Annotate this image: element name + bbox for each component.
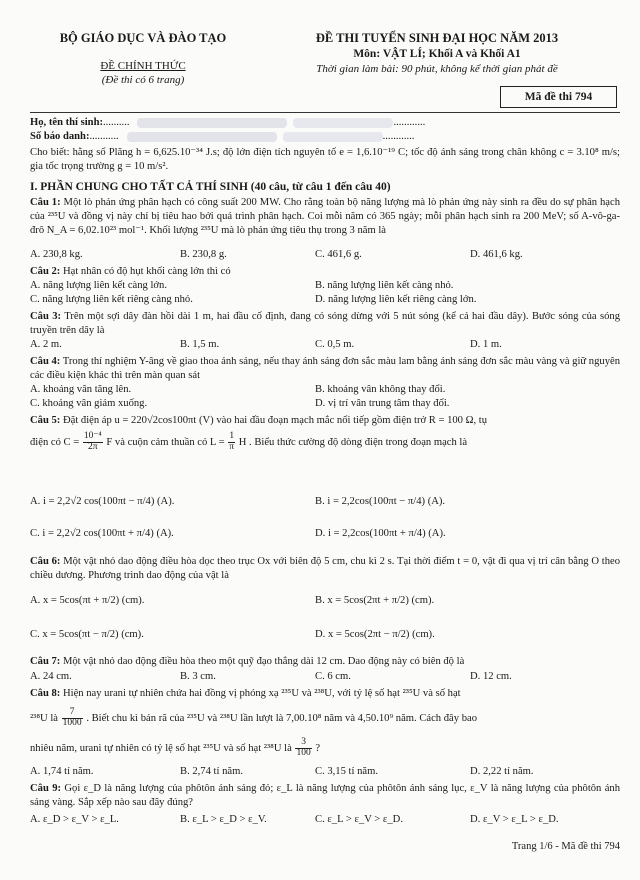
question-5-line2 [30,432,620,453]
fraction-numerator: 7 [62,708,83,719]
option-c[interactable]: C. 461,6 g. [315,249,362,260]
question-text: Hạt nhân có độ hụt khối càng lớn thì có [62,266,231,277]
option-a[interactable]: A. 230,8 kg. [30,249,83,260]
question-text: Đặt điện áp u = 220√2cos100πt (V) vào hai đầu đoạn mạch mắc nối tiếp gồm điện trở R = 100 Ω, tụ [62,415,488,426]
option-d[interactable]: D. x = 5cos(2πt − π/2) (cm). [315,629,435,640]
option-a[interactable]: A. ε_D > ε_V > ε_L. [30,814,119,825]
question-5 [30,414,620,428]
question-1 [30,196,620,238]
candidate-trail-dots: ............ [393,117,426,128]
option-a[interactable]: A. năng lượng liên kết càng lớn. [30,280,167,291]
question-6-options-ab [30,594,620,608]
question-label: Câu 4: [30,356,61,367]
option-a[interactable]: A. 24 cm. [30,671,72,682]
option-b[interactable]: B. i = 2,2cos(100πt − π/4) (A). [315,496,446,507]
question-5-options-ab [30,495,620,509]
inductance-fraction [228,432,235,453]
candidate-id-trail-dots: ............ [382,131,415,142]
option-d[interactable]: D. 12 cm. [470,671,512,682]
option-d[interactable]: D. vị trí vân trung tâm thay đổi. [315,398,450,409]
fraction-denominator: 1000 [62,717,82,728]
question-label: Câu 6: [30,556,61,567]
fraction-denominator: 2π [88,441,98,452]
option-a[interactable]: A. i = 2,2√2 cos(100πt − π/4) (A). [30,496,175,507]
option-b[interactable]: B. 230,8 g. [180,249,227,260]
question-text: F và cuộn cảm thuần có L = [106,436,225,448]
option-c[interactable]: C. 0,5 m. [315,339,355,350]
redacted-id-trail [283,132,383,142]
redacted-trail [293,118,393,128]
section-title: I. PHẦN CHUNG CHO TẤT CẢ THÍ SINH (40 câu, từ câu 1 đến câu 40) [30,181,391,193]
question-label: Câu 2: [30,266,61,277]
option-c[interactable]: C. khoảng vân giảm xuống. [30,398,148,409]
question-text: điện có C = [30,436,80,448]
header-right [262,30,612,76]
question-text: ? [315,742,321,754]
option-c[interactable]: C. ε_L > ε_V > ε_D. [315,814,403,825]
candidate-name-label: Họ, tên thí sinh: [30,117,103,128]
option-a[interactable]: A. 1,74 tỉ năm. [30,766,94,777]
question-2-options [30,279,620,307]
question-8 [30,687,620,701]
question-4 [30,355,620,383]
pages-note: (Đề thi có 6 trang) [101,74,185,87]
ratio-fraction-past [295,738,311,759]
option-c[interactable]: C. 3,15 tỉ năm. [315,766,378,777]
option-b[interactable]: B. 1,5 m. [180,339,220,350]
exam-subject: Môn: VẬT LÍ; Khối A và Khối A1 [353,47,521,60]
question-text: Gọi ε_D là năng lượng của phôtôn ánh sáng đỏ; ε_L là năng lượng của phôtôn ánh sáng lục, ε_V là năng lượng của phôtôn ánh sáng vàng. Sắp xếp nào sau đây đúng? [30,783,620,808]
exam-code-box: Mã đề thi 794 [500,86,617,108]
option-b[interactable]: B. năng lượng liên kết càng nhỏ. [315,280,454,291]
header-divider [30,112,620,113]
fraction-numerator: 10⁻⁴ [83,431,102,441]
question-9 [30,782,620,810]
official-label: ĐỀ CHÍNH THỨC [100,59,186,72]
question-2 [30,265,620,279]
question-label: Câu 5: [30,415,61,426]
question-text: . Biết chu kì bán rã của ²³⁵U và ²³⁸U lần lượt là 7,00.10⁸ năm và 4,50.10⁹ năm. Cách đây bao [86,712,477,724]
physical-constants: Cho biết: hằng số Plăng h = 6,625.10⁻³⁴ J.s; độ lớn điện tích nguyên tố e = 1,6.10⁻¹⁹ C; tốc độ ánh sáng trong chân không c = 3.10⁸ m/s; gia tốc trọng trường g = 10 m/s². [30,147,620,172]
option-d[interactable]: D. 461,6 kg. [470,249,523,260]
ministry-name: BỘ GIÁO DỤC VÀ ĐÀO TẠO [59,31,227,45]
fraction-denominator: 100 [296,747,311,758]
option-d[interactable]: D. 1 m. [470,339,502,350]
question-label: Câu 8: [30,688,61,699]
question-4-options [30,383,620,411]
option-b[interactable]: B. 2,74 tỉ năm. [180,766,243,777]
question-label: Câu 3: [30,311,62,322]
option-a[interactable]: A. 2 m. [30,339,62,350]
option-c[interactable]: C. 6 cm. [315,671,351,682]
option-a[interactable]: A. x = 5cos(πt + π/2) (cm). [30,595,145,606]
question-text: Hiện nay urani tự nhiên chứa hai đồng vị phóng xạ ²³⁵U và ²³⁸U, với tỷ lệ số hạt ²³⁵U và số hạt [62,688,461,699]
question-1-options [30,248,620,262]
question-text: H . Biểu thức cường độ dòng điện trong đoạn mạch là [238,436,468,448]
question-label: Câu 1: [30,197,61,208]
header-left [28,30,258,88]
option-a[interactable]: A. khoảng vân tăng lên. [30,384,132,395]
question-text: Một lò phản ứng phân hạch có công suất 200 MW. Cho rằng toàn bộ năng lượng mà lò phản ứng này sinh ra đều do sự phân hạch của ²³⁵U và đồng vị này chỉ bị tiêu hao bởi quá trình phân hạch. Coi mỗi năm có 365 ngày; mỗi phân hạch sinh ra 200 MeV; số A-vô-ga-đrô N_A = 6,02.10²³ mol⁻¹. Khối lượng ²³⁵U mà lò phản ứng tiêu thụ trong 3 năm là [30,197,620,236]
question-8-line2 [30,708,620,729]
option-d[interactable]: D. ε_V > ε_L > ε_D. [470,814,559,825]
option-d[interactable]: D. năng lượng liên kết riêng càng lớn. [315,294,477,305]
question-6 [30,555,620,583]
candidate-id-dots: ........... [89,131,119,142]
question-5-options-cd [30,527,620,541]
question-text: Trong thí nghiệm Y-âng về giao thoa ánh sáng, nếu thay ánh sáng đơn sắc màu lam bằng ánh sáng đơn sắc màu vàng và giữ nguyên các điều kiện khác thì trên màn quan sát [30,356,620,381]
capacitance-fraction [83,432,103,453]
question-text: Một vật nhỏ dao động điều hòa dọc theo trục Ox với biên độ 5 cm, chu kì 2 s. Tại thời điểm t = 0, vật đi qua vị trí cân bằng O theo chiều dương. Phương trình dao động của vật là [30,556,621,581]
fraction-denominator: π [229,441,235,452]
question-8-options [30,765,620,779]
question-3-options [30,338,620,352]
time-note: Thời gian làm bài: 90 phút, không kể thời gian phát đề [316,62,558,75]
question-9-options [30,813,620,827]
question-label: Câu 7: [30,656,61,667]
question-label: Câu 9: [30,783,62,794]
option-d[interactable]: D. 2,22 tỉ năm. [470,766,534,777]
question-7-options [30,670,620,684]
exam-title: ĐỀ THI TUYỂN SINH ĐẠI HỌC NĂM 2013 [315,31,559,45]
option-b[interactable]: B. ε_L > ε_D > ε_V. [180,814,267,825]
fraction-numerator: 3 [295,738,311,749]
question-8-line3 [30,738,620,759]
question-7 [30,655,620,669]
option-b[interactable]: B. khoảng vân không thay đổi. [315,384,446,395]
page-footer: Trang 1/6 - Mã đề thi 794 [511,841,620,852]
option-c[interactable]: C. x = 5cos(πt − π/2) (cm). [30,629,144,640]
question-text: nhiêu năm, urani tự nhiên có tỷ lệ số hạt ²³⁵U và số hạt ²³⁸U là [30,742,292,754]
option-d[interactable]: D. i = 2,2cos(100πt + π/4) (A). [315,528,446,539]
option-c[interactable]: C. i = 2,2√2 cos(100πt + π/4) (A). [30,528,174,539]
option-b[interactable]: B. 3 cm. [180,671,216,682]
question-text: Một vật nhỏ dao động điều hòa theo một quỹ đạo thẳng dài 12 cm. Dao động này có biên độ là [62,656,465,667]
question-text: Trên một sợi dây đàn hồi dài 1 m, hai đầu cố định, đang có sóng dừng với 5 nút sóng (kể cả hai đầu dây). Bước sóng của sóng truyền trên dây là [30,311,620,336]
redacted-name [137,118,287,128]
option-c[interactable]: C. năng lượng liên kết riêng càng nhỏ. [30,294,193,305]
question-3 [30,310,620,338]
question-text: ²³⁸U là [30,712,58,724]
candidate-info [30,116,620,144]
candidate-id-label: Số báo danh: [30,131,90,142]
question-6-options-cd [30,628,620,642]
option-b[interactable]: B. x = 5cos(2πt + π/2) (cm). [315,595,435,606]
redacted-id [127,132,277,142]
candidate-name-dots: .......... [103,117,130,128]
ratio-fraction-now [62,708,83,729]
fraction-numerator: 1 [229,431,235,441]
